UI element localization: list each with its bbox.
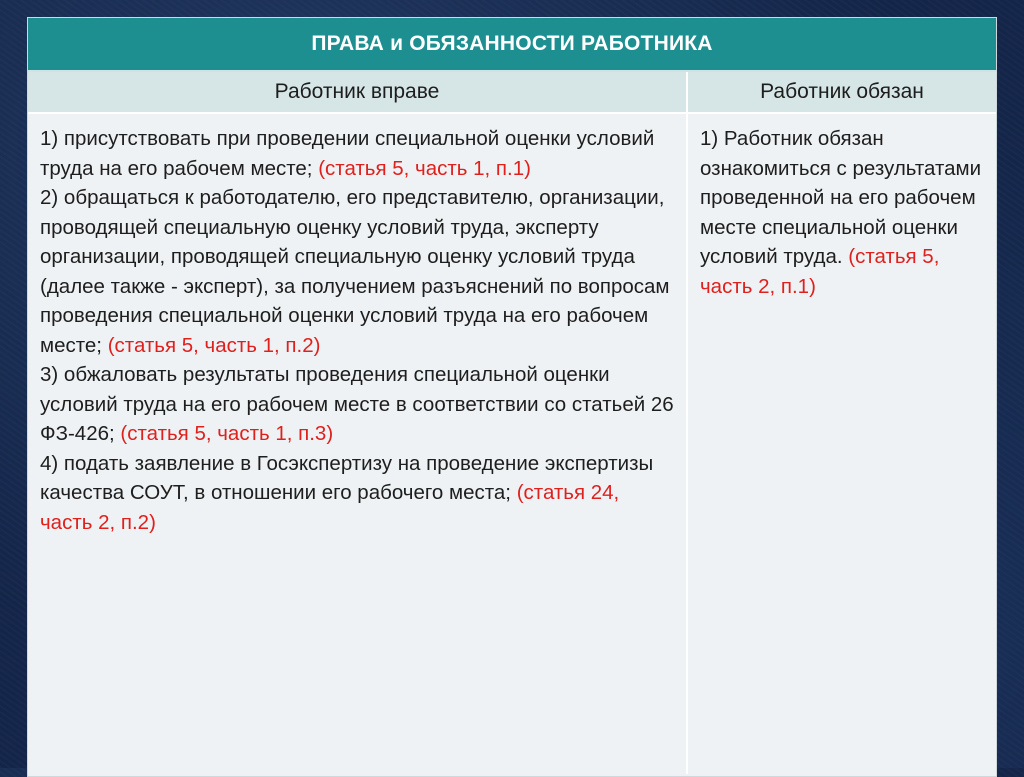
rights-item-3 bbox=[40, 360, 676, 449]
duties-item-reference: (статья 5, часть 2, п.1) bbox=[700, 245, 940, 298]
rights-duties-table bbox=[27, 17, 997, 777]
rights-cell bbox=[28, 114, 688, 774]
header-worker-duties: Работник обязан bbox=[760, 80, 924, 103]
column-header-row bbox=[28, 72, 996, 114]
rights-item-text: 4) подать заявление в Госэкспертизу на проведение экспертизы качества СОУТ, в отношении его рабочего места; bbox=[40, 451, 654, 504]
header-worker-rights: Работник вправе bbox=[28, 72, 688, 112]
duties-item-text: 1) Работник обязан ознакомиться с результатами проведенной на его рабочем месте специальной оценки условий труда. bbox=[700, 127, 982, 268]
rights-item-reference: (статья 5, часть 1, п.3) bbox=[120, 422, 334, 445]
rights-item-4 bbox=[40, 449, 676, 538]
rights-item-reference: (статья 5, часть 1, п.1) bbox=[318, 156, 531, 180]
rights-item-text: 2) обращаться к работодателю, его представителю, организации, проводящей специальную оценку условий труда, эксперту организации, проводящей специальную оценку условий труда (далее также - эксперт), за получением разъяснений по вопросам проведения специальной оценки условий труда на его рабочем месте; bbox=[40, 186, 670, 357]
rights-item-reference: (статья 24, часть 2, п.2) bbox=[40, 481, 620, 534]
duties-item-1 bbox=[700, 124, 986, 301]
table-title: ПРАВА и ОБЯЗАННОСТИ РАБОТНИКА bbox=[28, 18, 996, 72]
rights-item-reference: (статья 5, часть 1, п.2) bbox=[107, 333, 321, 357]
content-row bbox=[28, 114, 996, 774]
rights-item-2 bbox=[40, 183, 676, 360]
rights-item-text: 1) присутствовать при проведении специальной оценки условий труда на его рабочем месте; bbox=[40, 127, 655, 180]
rights-item-text: 3) обжаловать результаты проведения специальной оценки условий труда на его рабочем месте в соответствии со статьей 26 ФЗ-426; bbox=[40, 363, 674, 445]
rights-item-1 bbox=[40, 124, 676, 183]
duties-cell bbox=[688, 114, 996, 774]
